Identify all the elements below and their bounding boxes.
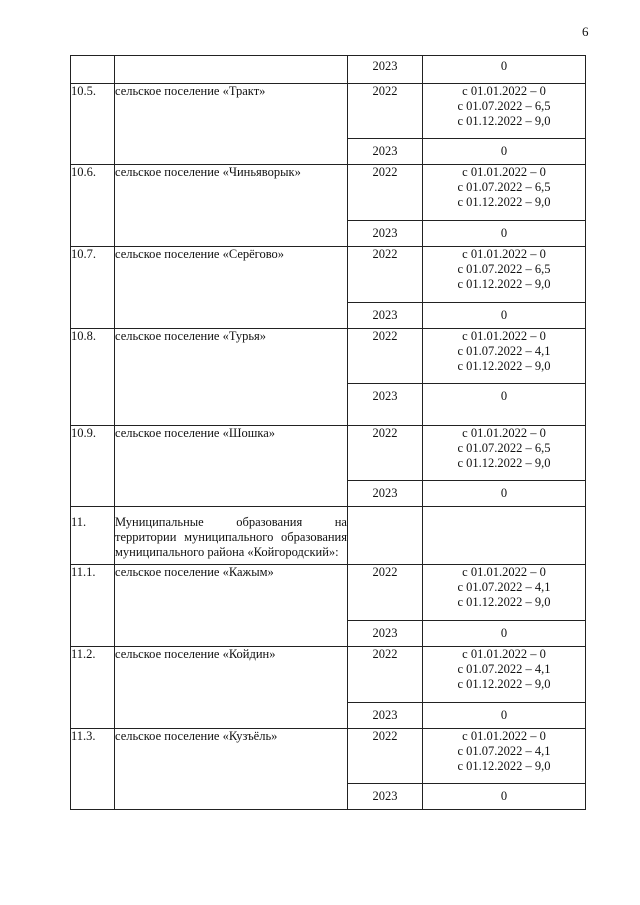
rate-line: с 01.07.2022 – 6,5 (457, 262, 551, 276)
rate-cell: 0 (423, 139, 586, 165)
row-name-cell (115, 56, 348, 84)
row-number-cell (71, 56, 115, 84)
year-cell: 2022 (348, 165, 423, 221)
row-name-cell: сельское поселение «Шошка» (115, 426, 348, 507)
rate-line: с 01.01.2022 – 0 (462, 647, 546, 661)
row-name-cell: сельское поселение «Тракт» (115, 84, 348, 165)
table-row (71, 247, 586, 303)
row-number-cell: 10.9. (71, 426, 115, 507)
year-cell: 2023 (348, 703, 423, 729)
rate-cell: 0 (423, 221, 586, 247)
row-name-cell: сельское поселение «Койдин» (115, 647, 348, 729)
rate-cell: 0 (423, 303, 586, 329)
year-cell: 2023 (348, 384, 423, 426)
year-cell (348, 507, 423, 565)
row-number-cell: 10.6. (71, 165, 115, 247)
table-row (71, 329, 586, 384)
row-name-cell: сельское поселение «Серёгово» (115, 247, 348, 329)
year-cell: 2022 (348, 426, 423, 481)
rate-line: с 01.01.2022 – 0 (462, 565, 546, 579)
row-name-cell: Муниципальные образования на территории муниципального образования муниципального района «Койгородский»: (115, 507, 348, 565)
rate-line: с 01.12.2022 – 9,0 (457, 759, 551, 773)
rate-line: с 01.07.2022 – 6,5 (457, 180, 551, 194)
rate-cell: 0 (423, 703, 586, 729)
rate-line: с 01.12.2022 – 9,0 (457, 359, 551, 373)
year-cell: 2022 (348, 247, 423, 303)
year-cell: 2022 (348, 84, 423, 139)
rate-cell (423, 507, 586, 565)
rate-cell: 0 (423, 481, 586, 507)
rate-cell: 0 (423, 56, 586, 84)
rate-line: с 01.12.2022 – 9,0 (457, 277, 551, 291)
rate-cell (423, 426, 586, 481)
table-row (71, 647, 586, 703)
rate-line: с 01.07.2022 – 4,1 (457, 662, 551, 676)
rate-cell (423, 565, 586, 621)
rate-line: с 01.01.2022 – 0 (462, 165, 546, 179)
rate-cell (423, 247, 586, 303)
rate-line: с 01.01.2022 – 0 (462, 247, 546, 261)
rate-line: с 01.07.2022 – 6,5 (457, 441, 551, 455)
table-row (71, 165, 586, 221)
table-row (71, 507, 586, 565)
rate-cell: 0 (423, 384, 586, 426)
row-number-cell: 10.8. (71, 329, 115, 426)
rate-cell (423, 84, 586, 139)
row-number-cell: 10.5. (71, 84, 115, 165)
table-row (71, 426, 586, 481)
table-row (71, 56, 586, 84)
rate-cell (423, 165, 586, 221)
rate-line: с 01.07.2022 – 4,1 (457, 344, 551, 358)
rate-line: с 01.01.2022 – 0 (462, 426, 546, 440)
row-number-cell: 11.2. (71, 647, 115, 729)
rate-line: с 01.07.2022 – 6,5 (457, 99, 551, 113)
rate-line: с 01.07.2022 – 4,1 (457, 744, 551, 758)
rate-line: с 01.12.2022 – 9,0 (457, 595, 551, 609)
rate-line: с 01.07.2022 – 4,1 (457, 580, 551, 594)
row-number-cell: 11. (71, 507, 115, 565)
year-cell: 2023 (348, 139, 423, 165)
row-name-cell: сельское поселение «Кажым» (115, 565, 348, 647)
table-row (71, 84, 586, 139)
year-cell: 2023 (348, 303, 423, 329)
row-name-cell: сельское поселение «Чиньяворык» (115, 165, 348, 247)
row-number-cell: 10.7. (71, 247, 115, 329)
year-cell: 2023 (348, 481, 423, 507)
year-cell: 2022 (348, 729, 423, 784)
year-cell: 2023 (348, 784, 423, 810)
tariff-table (70, 55, 586, 810)
row-name-cell: сельское поселение «Турья» (115, 329, 348, 426)
rate-line: с 01.01.2022 – 0 (462, 329, 546, 343)
row-number-cell: 11.1. (71, 565, 115, 647)
row-name-cell: сельское поселение «Кузъёль» (115, 729, 348, 810)
rate-line: с 01.01.2022 – 0 (462, 729, 546, 743)
year-cell: 2023 (348, 221, 423, 247)
page-number: 6 (582, 24, 589, 39)
rate-cell (423, 647, 586, 703)
year-cell: 2022 (348, 647, 423, 703)
rate-cell (423, 729, 586, 784)
rate-cell: 0 (423, 621, 586, 647)
rate-line: с 01.12.2022 – 9,0 (457, 456, 551, 470)
row-number-cell: 11.3. (71, 729, 115, 810)
rate-line: с 01.01.2022 – 0 (462, 84, 546, 98)
year-cell: 2022 (348, 329, 423, 384)
rate-line: с 01.12.2022 – 9,0 (457, 114, 551, 128)
table-row (71, 729, 586, 784)
year-cell: 2023 (348, 56, 423, 84)
table-row (71, 565, 586, 621)
year-cell: 2022 (348, 565, 423, 621)
rate-line: с 01.12.2022 – 9,0 (457, 195, 551, 209)
rate-cell: 0 (423, 784, 586, 810)
year-cell: 2023 (348, 621, 423, 647)
rate-line: с 01.12.2022 – 9,0 (457, 677, 551, 691)
rate-cell (423, 329, 586, 384)
